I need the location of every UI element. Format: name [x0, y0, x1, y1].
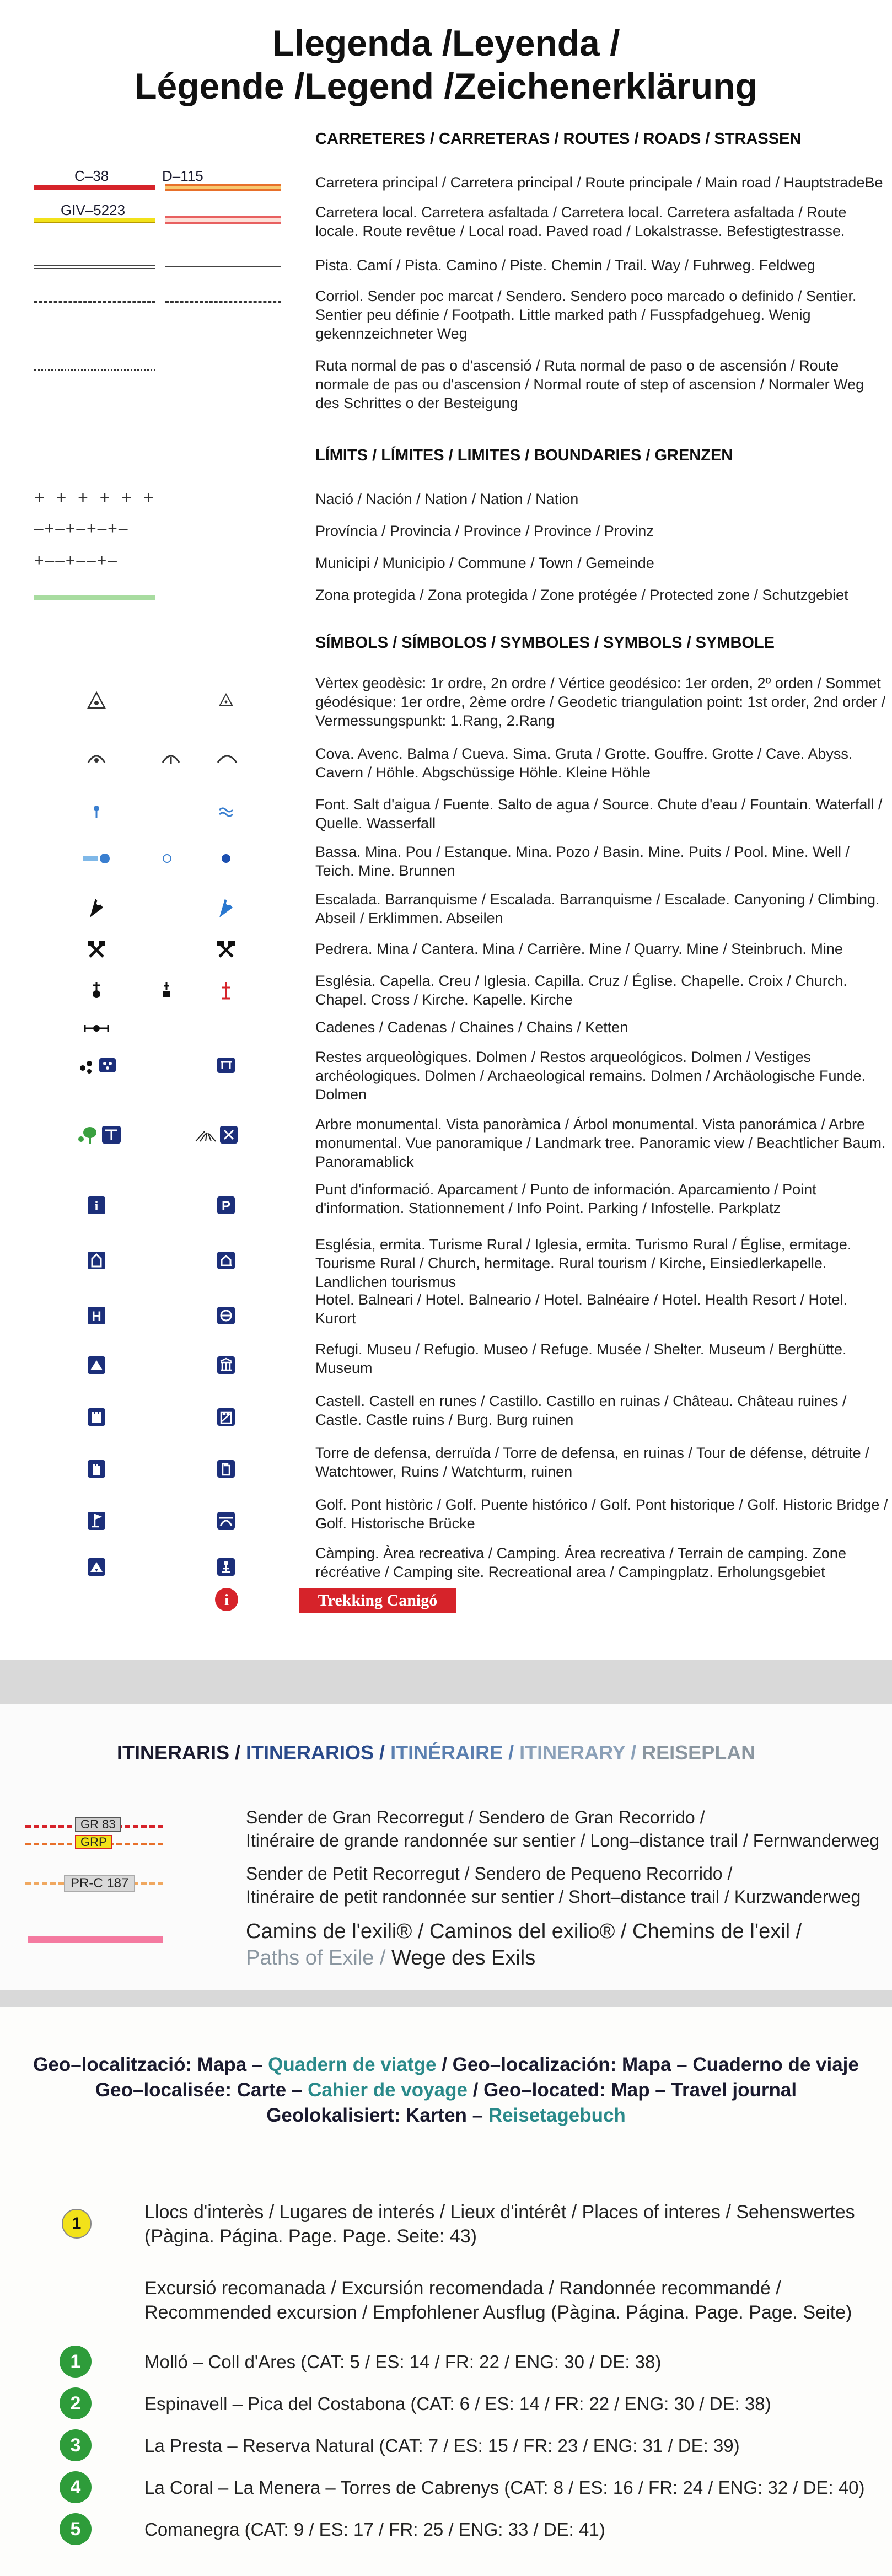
route-1-marker: 1: [60, 2346, 92, 2378]
legend-title-line1: Llegenda /Leyenda /: [272, 23, 620, 63]
itineraries-title: [117, 1741, 755, 1764]
footpath-swatch-1: [34, 301, 155, 303]
refuge-icon: [85, 1354, 108, 1376]
interest-marker: 1: [62, 2209, 92, 2239]
main-road-swatch-red: [34, 185, 155, 190]
route-2-text: Espinavell – Pica del Costabona (CAT: 6 / ES: 14 / FR: 22 / ENG: 30 / DE: 38): [144, 2393, 771, 2414]
well-icon: [218, 850, 234, 867]
main-road-swatch-orange: [165, 184, 281, 191]
gr-desc-1: Sender de Gran Recorregut / Sendero de Gran Recorrido /: [246, 1807, 705, 1827]
church-icon: [88, 979, 105, 1001]
abyss-icon: [160, 751, 182, 766]
rural-tourism-icon: [215, 1249, 237, 1271]
museum-icon: [215, 1354, 237, 1376]
geo-l2-c: / Geo–located: Map – Travel journal: [472, 2079, 797, 2101]
mine-icon: [159, 850, 175, 867]
province-boundary-swatch: –+–+–+–+–: [34, 519, 129, 538]
castle-icon: [85, 1406, 108, 1428]
exile-swatch: [28, 1936, 163, 1943]
geodesic-2nd-icon: [218, 690, 234, 709]
exile-desc-de: Wege des Exils: [391, 1946, 536, 1969]
symbol-desc-archaeology: Restes arqueològiques. Dolmen / Restos arqueológicos. Dolmen / Vestiges archéologiques. Dolmen / Archaeological remains. Dolmen / Archäologische Funde. Dolmen: [315, 1049, 866, 1103]
grp-label: GRP: [75, 1835, 112, 1849]
symbol-desc-tree: Arbre monumental. Vista panoràmica / Árbol monumental. Vista panorámica / Arbre monumental. Vue panoramique / Landmark tree. Panoramic view / Beachtlicher Baum. Panoramablick: [315, 1116, 886, 1170]
route-1-text: Molló – Coll d'Ares (CAT: 5 / ES: 14 / FR: 22 / ENG: 30 / DE: 38): [144, 2352, 662, 2372]
svg-text:H: H: [92, 1309, 101, 1324]
panoramic-view-icon: [192, 1124, 241, 1146]
route-2-marker: 2: [60, 2387, 92, 2419]
symbol-desc-pool: Bassa. Mina. Pou / Estanque. Mina. Pozo / Basin. Mine. Puits / Pool. Mine. Well / Teich. Mine. Brunnen: [315, 844, 850, 879]
interest-desc-2: (Pàgina. Página. Page. Page. Seite: 43): [144, 2226, 477, 2247]
itineraries-title-de: REISEPLAN: [642, 1741, 756, 1764]
legend-title-line2: Légende /Legend /Zeichenerklärung: [135, 66, 757, 106]
route-5-text: Comanegra (CAT: 9 / ES: 17 / FR: 25 / ENG: 33 / DE: 41): [144, 2519, 605, 2540]
footpath-swatch-2: [165, 301, 281, 303]
itineraries-title-en: ITINERARY /: [519, 1741, 637, 1764]
itineraries-title-es: ITINERARIOS /: [246, 1741, 385, 1764]
chains-icon: [80, 1020, 113, 1037]
gr-desc-2: Itinéraire de grande randonnée sur sentier / Long–distance trail / Fernwanderweg: [246, 1831, 880, 1850]
canyoning-icon: [215, 895, 237, 920]
route-4-text: La Coral – La Menera – Torres de Cabrenys (CAT: 8 / ES: 16 / FR: 24 / ENG: 32 / DE: 40): [144, 2477, 865, 2498]
symbol-desc-church: Església. Capella. Creu / Iglesia. Capilla. Cruz / Église. Chapelle. Croix / Church. Chapel. Cross / Kirche. Kapelle. Kirche: [315, 973, 847, 1008]
section-roads: CARRETERES / CARRETERAS / ROUTES / ROADS / STRASSEN: [315, 130, 802, 148]
pr-desc-2: Itinéraire de petit randonnée sur sentier / Short–distance trail / Kurzwanderweg: [246, 1887, 861, 1907]
symbol-desc-info: Punt d'informació. Aparcament / Punto de información. Aparcamiento / Point d'information. Stationnement / Info Point. Parking / Infostelle. Parkplatz: [315, 1181, 816, 1216]
itineraries-title-fr: ITINÉRAIRE /: [390, 1741, 514, 1764]
info-point-icon: [85, 1194, 108, 1216]
hotel-icon: [85, 1305, 108, 1327]
road-label-c38: C–38: [74, 168, 109, 184]
geodesic-1st-icon: [85, 689, 108, 711]
geo-l3-a: Geolokalisiert: Karten –: [266, 2105, 483, 2126]
pr-swatch: [25, 1872, 163, 1895]
ascension-swatch: [34, 369, 155, 371]
road-desc-footpath: Corriol. Sender poc marcat / Sendero. Sendero poco marcado o definido / Sentier. Sentier peu définie / Footpath. Little marked path / Fusspfadgehueg. Wenig gekennzeichneter Weg: [315, 288, 857, 342]
track-swatch-2: [165, 266, 281, 267]
svg-text:i: i: [224, 1592, 229, 1609]
cross-icon: [218, 979, 234, 1001]
route-5-marker: 5: [60, 2513, 92, 2545]
geo-line-1: [0, 2052, 892, 2078]
svg-text:P: P: [221, 1199, 231, 1214]
prc-187-label: PR-C 187: [64, 1875, 135, 1892]
road-desc-track: Pista. Camí / Pista. Camino / Piste. Chemin / Trail. Way / Fuhrweg. Feldweg: [315, 257, 815, 273]
pool-icon: [80, 850, 113, 867]
trekking-info-icon: [214, 1587, 239, 1612]
golf-icon: [85, 1510, 108, 1532]
symbol-desc-cave: Cova. Avenc. Balma / Cueva. Sima. Gruta / Grotte. Gouffre. Grotte / Cave. Abyss. Cavern / Höhle. Abgschüssige Höhle. Kleine Höhle: [315, 745, 853, 781]
itineraries-sheet: [0, 1704, 892, 1990]
symbol-desc-hermitage: Església, ermita. Turisme Rural / Iglesia, ermita. Turismo Rural / Église, ermitage. Tourisme Rural / Church, hermitage. Rural tourism / Kirche, Einsiedlerkapelle. Landlichen tourismus: [315, 1236, 852, 1290]
gr-swatch: [25, 1817, 163, 1856]
landmark-tree-icon: [76, 1124, 126, 1146]
gr-83-label: GR 83: [75, 1817, 121, 1832]
symbol-desc-chains: Cadenes / Cadenas / Chaines / Chains / Ketten: [315, 1019, 628, 1035]
section-limits: LÍMITS / LÍMITES / LIMITES / BOUNDARIES / GRENZEN: [315, 447, 733, 464]
chapel-icon: [158, 979, 175, 1001]
route-3-marker: 3: [60, 2429, 92, 2461]
road-label-giv: GIV–5223: [61, 202, 126, 218]
geo-line-2: [0, 2078, 892, 2103]
protected-zone-swatch: [34, 595, 155, 600]
symbol-desc-geodesic: Vèrtex geodèsic: 1r ordre, 2n ordre / Vértice geodésico: 1er orden, 2º orden / Sommet géodésique: 1er ordre, 2ème ordre / Geodetic triangulation point: 1st order, 2nd order / Vermessungspunkt: 1.Rang, 2.Rang: [315, 675, 886, 729]
exile-desc-1: Camins de l'exili® / Caminos del exilio® / Chemins de l'exil /: [246, 1920, 802, 1943]
road-desc-local: Carretera local. Carretera asfaltada / Carretera local. Carretera asfaltada / Route locale. Route revêtue / Local road. Paved road / Lokalstrasse. Befestigtestrasse.: [315, 204, 847, 239]
climbing-icon: [85, 895, 108, 920]
symbol-desc-refuge: Refugi. Museu / Refugio. Museo / Refuge. Musée / Shelter. Museum / Berghütte. Museum: [315, 1341, 847, 1376]
geo-l2-a: Geo–localisée: Carte –: [95, 2079, 303, 2101]
limit-desc-province: Província / Provincia / Province / Province / Provinz: [315, 523, 654, 539]
exile-desc-en: Paths of Exile /: [246, 1946, 386, 1969]
fountain-icon: [88, 804, 105, 820]
mine-pick-icon: [215, 940, 237, 959]
geo-l1-a: Geo–localització: Mapa –: [33, 2054, 263, 2075]
route-4-marker: 4: [60, 2471, 92, 2503]
geo-l1-c: / Geo–localización: Mapa – Cuaderno de viaje: [442, 2054, 859, 2075]
itineraries-title-ca: ITINERARIS /: [117, 1741, 241, 1764]
watchtower-ruins-icon: [215, 1458, 237, 1480]
limit-desc-municipal: Municipi / Municipio / Commune / Town / Gemeinde: [315, 555, 654, 571]
local-road-swatch-pink: [165, 216, 281, 224]
hermitage-icon: [85, 1249, 108, 1271]
geo-l1-b: Quadern de viatge: [268, 2054, 437, 2075]
parking-icon: [215, 1194, 237, 1216]
geo-line-3: [0, 2103, 892, 2128]
track-swatch-1: [34, 265, 155, 269]
camping-icon: [85, 1556, 108, 1578]
castle-ruins-icon: [215, 1406, 237, 1428]
dolmen-icon: [215, 1055, 237, 1075]
road-desc-main: Carretera principal / Carretera principal / Route principale / Main road / HauptstradeBe: [315, 174, 883, 191]
cave-icon: [85, 751, 108, 766]
symbol-desc-castle: Castell. Castell en runes / Castillo. Castillo en ruinas / Château. Château ruines / Castle. Castle ruins / Burg. Burg ruinen: [315, 1393, 847, 1428]
geo-l2-b: Cahier de voyage: [308, 2079, 468, 2101]
section-symbols: SÍMBOLS / SÍMBOLOS / SYMBOLES / SYMBOLS / SYMBOLE: [315, 634, 775, 652]
svg-text:i: i: [94, 1199, 99, 1214]
watchtower-icon: [85, 1458, 108, 1480]
geo-l3-b: Reisetagebuch: [488, 2105, 626, 2126]
waterfall-icon: [216, 804, 236, 820]
pr-desc-1: Sender de Petit Recorregut / Sendero de Pequeno Recorrido /: [246, 1864, 733, 1883]
health-resort-icon: [215, 1305, 237, 1327]
symbol-desc-hotel: Hotel. Balneari / Hotel. Balneario / Hotel. Balnéaire / Hotel. Health Resort / Hotel. Kurort: [315, 1291, 847, 1327]
interest-desc-1: Llocs d'interès / Lugares de interés / Lieux d'intérêt / Places of interes / Sehenswertes: [144, 2202, 855, 2223]
symbol-desc-fountain: Font. Salt d'aigua / Fuente. Salto de agua / Source. Chute d'eau / Fountain. Waterfall / Quelle. Wasserfall: [315, 796, 883, 831]
exile-desc-2: [246, 1945, 535, 1971]
excursion-desc-2: Recommended excursion / Empfohlener Ausflug (Pàgina. Página. Page. Page. Seite): [144, 2302, 852, 2323]
geo-sheet: [0, 2007, 892, 2576]
road-label-d115: D–115: [162, 168, 203, 184]
historic-bridge-icon: [215, 1510, 237, 1532]
local-road-swatch-yellow: [34, 218, 155, 223]
archaeology-icon: [77, 1055, 121, 1075]
limit-desc-protected: Zona protegida / Zona protegida / Zone protégée / Protected zone / Schutzgebiet: [315, 587, 848, 603]
municipal-boundary-swatch: +––+––+–: [34, 551, 118, 570]
nation-boundary-swatch: + + + + + +: [34, 487, 157, 507]
excursion-desc-1: Excursió recomanada / Excursión recomendada / Randonnée recommandé /: [144, 2278, 781, 2299]
limit-desc-nation: Nació / Nación / Nation / Nation / Nation: [315, 491, 579, 507]
road-desc-ascension: Ruta normal de pas o d'ascensió / Ruta normal de paso o de ascensión / Route normale de pas ou d'ascension / Normal route of step of ascension / Normaler Weg des Schrittes o der Besteigung: [315, 357, 864, 411]
symbol-desc-quarry: Pedrera. Mina / Cantera. Mina / Carrière. Mine / Quarry. Mine / Steinbruch. Mine: [315, 941, 843, 957]
symbol-desc-climbing: Escalada. Barranquisme / Escalada. Barranquisme / Escalade. Canyoning / Climbing. Abseil / Erklimmen. Abseilen: [315, 891, 880, 926]
symbol-desc-tower: Torre de defensa, derruïda / Torre de defensa, en ruinas / Tour de défense, détruite / Watchtower, Ruins / Watchturm, ruinen: [315, 1445, 869, 1480]
rock-shelter-icon: [215, 751, 239, 766]
recreational-area-icon: [215, 1556, 237, 1578]
symbol-desc-camping: Càmping. Àrea recreativa / Camping. Área recreativa / Terrain de camping. Zone récréative / Camping site. Recreational area / Campingplatz. Erholungsgebiet: [315, 1545, 846, 1580]
symbol-desc-golf: Golf. Pont històric / Golf. Puente histórico / Golf. Pont historique / Golf. Historic Bridge / Golf. Historische Brücke: [315, 1496, 888, 1532]
route-3-text: La Presta – Reserva Natural (CAT: 7 / ES: 15 / FR: 23 / ENG: 31 / DE: 39): [144, 2435, 740, 2456]
quarry-icon: [85, 940, 108, 959]
trekking-canigo-label: Trekking Canigó: [299, 1588, 456, 1613]
